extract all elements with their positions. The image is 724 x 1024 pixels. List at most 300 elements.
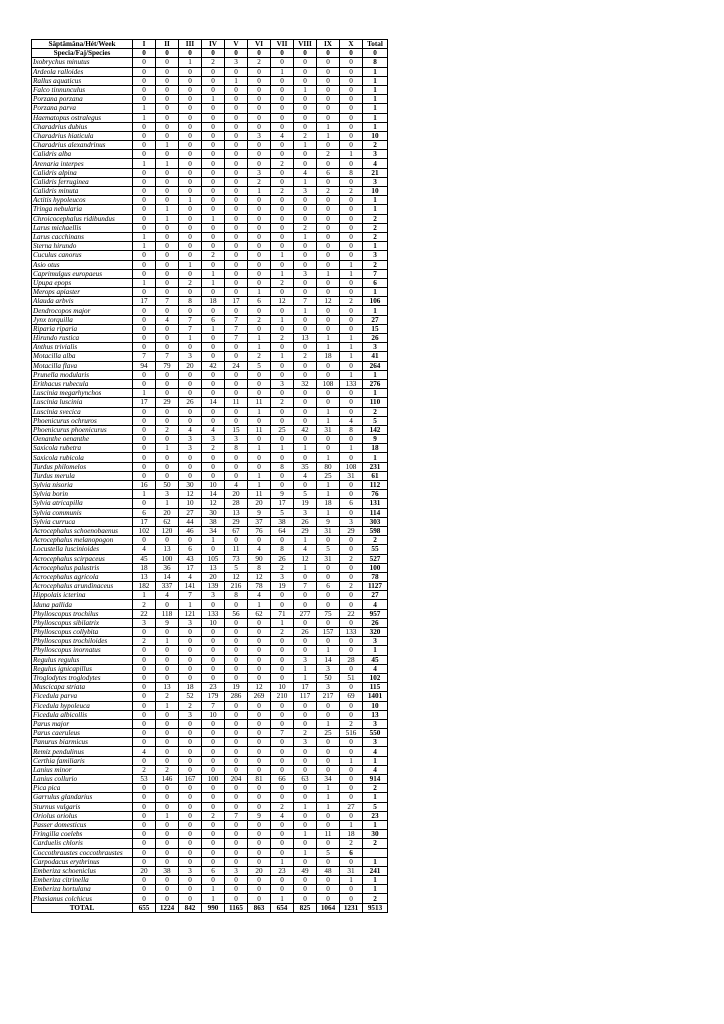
row-total: 1 bbox=[363, 820, 388, 829]
week-count: 0 bbox=[156, 628, 179, 637]
week-count: 182 bbox=[133, 582, 156, 591]
week-count: 0 bbox=[179, 67, 202, 76]
week-count: 0 bbox=[271, 58, 294, 67]
week-count: 3 bbox=[179, 866, 202, 875]
row-total: 142 bbox=[363, 425, 388, 434]
week-count: 1 bbox=[248, 481, 271, 490]
week-count: 0 bbox=[202, 113, 225, 122]
week-count: 78 bbox=[248, 582, 271, 591]
week-count: 0 bbox=[317, 370, 340, 379]
week-count: 7 bbox=[179, 315, 202, 324]
week-count: 2 bbox=[179, 278, 202, 287]
species-name: Muscicapa striata bbox=[32, 683, 133, 692]
week-count: 2 bbox=[248, 58, 271, 67]
week-count: 0 bbox=[156, 719, 179, 728]
week-count: 1 bbox=[294, 141, 317, 150]
week-count: 0 bbox=[133, 655, 156, 664]
week-count: 38 bbox=[271, 517, 294, 526]
species-name: Charadrius dubius bbox=[32, 122, 133, 131]
week-count: 0 bbox=[133, 177, 156, 186]
week-count: 3 bbox=[202, 435, 225, 444]
week-count: 1 bbox=[340, 269, 363, 278]
week-count: 0 bbox=[156, 196, 179, 205]
table-row bbox=[32, 232, 388, 241]
row-total: 131 bbox=[363, 499, 388, 508]
week-count: 44 bbox=[179, 517, 202, 526]
week-count: 0 bbox=[202, 205, 225, 214]
week-count: 0 bbox=[179, 379, 202, 388]
week-count: 0 bbox=[179, 76, 202, 85]
week-count: 0 bbox=[248, 618, 271, 627]
table-row bbox=[32, 288, 388, 297]
row-total: 45 bbox=[363, 655, 388, 664]
week-count: 0 bbox=[271, 168, 294, 177]
species-name: Porzana porzana bbox=[32, 95, 133, 104]
week-count: 0 bbox=[271, 104, 294, 113]
week-count: 2 bbox=[271, 334, 294, 343]
week-count: 27 bbox=[340, 802, 363, 811]
species-name: Calidris ferruginea bbox=[32, 177, 133, 186]
week-count: 0 bbox=[294, 214, 317, 223]
week-count: 0 bbox=[248, 49, 271, 58]
week-count: 0 bbox=[271, 141, 294, 150]
week-count: 3 bbox=[294, 738, 317, 747]
week-count: 0 bbox=[156, 379, 179, 388]
week-count: 1 bbox=[340, 444, 363, 453]
week-count: 0 bbox=[271, 673, 294, 682]
table-row bbox=[32, 260, 388, 269]
week-count: 0 bbox=[317, 196, 340, 205]
week-count: 10 bbox=[271, 683, 294, 692]
table-row bbox=[32, 526, 388, 535]
week-count: 0 bbox=[271, 416, 294, 425]
table-row bbox=[32, 673, 388, 682]
week-count: 0 bbox=[271, 756, 294, 765]
row-total: 1 bbox=[363, 113, 388, 122]
week-count: 0 bbox=[202, 370, 225, 379]
week-count: 36 bbox=[156, 563, 179, 572]
week-count: 10 bbox=[202, 710, 225, 719]
week-count: 0 bbox=[340, 784, 363, 793]
table-row bbox=[32, 131, 388, 140]
week-count: 19 bbox=[271, 582, 294, 591]
week-count: 0 bbox=[133, 76, 156, 85]
week-count: 0 bbox=[179, 729, 202, 738]
week-count: 2 bbox=[133, 765, 156, 774]
week-count: 64 bbox=[271, 526, 294, 535]
week-count: 2 bbox=[340, 187, 363, 196]
week-count: 146 bbox=[156, 775, 179, 784]
week-count: 1 bbox=[294, 563, 317, 572]
week-count: 0 bbox=[156, 416, 179, 425]
row-total: 55 bbox=[363, 545, 388, 554]
week-count: 0 bbox=[317, 811, 340, 820]
species-name: Oenanthe oenanthe bbox=[32, 435, 133, 444]
week-count: 0 bbox=[271, 876, 294, 885]
week-count: 0 bbox=[317, 885, 340, 894]
week-count: 4 bbox=[156, 591, 179, 600]
week-count: 2 bbox=[156, 692, 179, 701]
species-name: Ixobrychus minutus bbox=[32, 58, 133, 67]
table-row bbox=[32, 370, 388, 379]
week-count: 9 bbox=[248, 508, 271, 517]
week-count: 2 bbox=[248, 352, 271, 361]
week-count: 0 bbox=[179, 150, 202, 159]
table-row bbox=[32, 444, 388, 453]
week-count: 13 bbox=[156, 545, 179, 554]
week-count: 1 bbox=[317, 508, 340, 517]
week-count: 0 bbox=[317, 67, 340, 76]
week-count: 1 bbox=[133, 104, 156, 113]
week-count: 4 bbox=[294, 168, 317, 177]
week-count: 9 bbox=[156, 618, 179, 627]
week-count: 0 bbox=[202, 306, 225, 315]
species-name: Certhia familiaris bbox=[32, 756, 133, 765]
week-count: 0 bbox=[271, 113, 294, 122]
week-count: 0 bbox=[225, 453, 248, 462]
week-count: 0 bbox=[202, 288, 225, 297]
week-count: 0 bbox=[340, 664, 363, 673]
week-count: 0 bbox=[317, 223, 340, 232]
table-row bbox=[32, 407, 388, 416]
week-count: 3 bbox=[340, 517, 363, 526]
week-count: 35 bbox=[294, 462, 317, 471]
week-count: 0 bbox=[225, 802, 248, 811]
row-total: 914 bbox=[363, 775, 388, 784]
row-total: 23 bbox=[363, 811, 388, 820]
row-total: 110 bbox=[363, 398, 388, 407]
week-count: 3 bbox=[317, 683, 340, 692]
week-count: 0 bbox=[225, 793, 248, 802]
week-count: 0 bbox=[225, 379, 248, 388]
week-count: 14 bbox=[156, 572, 179, 581]
week-count: 0 bbox=[271, 646, 294, 655]
week-count: 0 bbox=[156, 113, 179, 122]
week-count: 0 bbox=[179, 370, 202, 379]
table-row bbox=[32, 637, 388, 646]
row-total: 2 bbox=[363, 784, 388, 793]
week-count: 133 bbox=[340, 379, 363, 388]
week-count: 1 bbox=[294, 444, 317, 453]
table-row bbox=[32, 646, 388, 655]
week-count: 0 bbox=[202, 462, 225, 471]
week-count: 0 bbox=[133, 187, 156, 196]
week-count: 34 bbox=[202, 526, 225, 535]
week-count: 30 bbox=[179, 481, 202, 490]
row-total: 3 bbox=[363, 177, 388, 186]
week-count: 0 bbox=[179, 857, 202, 866]
week-count: 1 bbox=[271, 618, 294, 627]
week-count: 0 bbox=[340, 242, 363, 251]
week-count: 0 bbox=[317, 306, 340, 315]
species-name: Lanius collurio bbox=[32, 775, 133, 784]
week-count: 0 bbox=[179, 747, 202, 756]
week-count: 3 bbox=[179, 435, 202, 444]
week-count: 0 bbox=[133, 343, 156, 352]
week-count: 3 bbox=[156, 490, 179, 499]
week-count: 0 bbox=[340, 894, 363, 903]
week-count: 0 bbox=[156, 407, 179, 416]
row-total: 106 bbox=[363, 297, 388, 306]
week-count: 0 bbox=[133, 334, 156, 343]
week-count: 0 bbox=[156, 830, 179, 839]
week-count: 0 bbox=[179, 104, 202, 113]
week-count: 0 bbox=[179, 343, 202, 352]
week-count: 17 bbox=[294, 683, 317, 692]
week-count: 0 bbox=[271, 793, 294, 802]
week-count: 2 bbox=[248, 177, 271, 186]
week-count: 139 bbox=[202, 582, 225, 591]
species-name: Upupa epops bbox=[32, 278, 133, 287]
week-count: 3 bbox=[271, 379, 294, 388]
week-count: 2 bbox=[271, 159, 294, 168]
week-count: 0 bbox=[340, 223, 363, 232]
week-count: 0 bbox=[317, 104, 340, 113]
week-count: 0 bbox=[340, 508, 363, 517]
week-count: 0 bbox=[271, 288, 294, 297]
week-count: 0 bbox=[179, 471, 202, 480]
week-count: 15 bbox=[225, 425, 248, 434]
week-count: 0 bbox=[225, 131, 248, 140]
row-total: 13 bbox=[363, 710, 388, 719]
week-count: 0 bbox=[133, 251, 156, 260]
week-count: 1 bbox=[156, 159, 179, 168]
week-count: 0 bbox=[248, 196, 271, 205]
week-count: 0 bbox=[294, 159, 317, 168]
row-total: 1 bbox=[363, 885, 388, 894]
week-count: 0 bbox=[202, 232, 225, 241]
week-count: 0 bbox=[179, 738, 202, 747]
week-count: 69 bbox=[340, 692, 363, 701]
week-count: 3 bbox=[179, 710, 202, 719]
week-count: 0 bbox=[179, 168, 202, 177]
week-count: 11 bbox=[248, 490, 271, 499]
week-count: 0 bbox=[133, 214, 156, 223]
week-count: 0 bbox=[133, 683, 156, 692]
row-total: 100 bbox=[363, 563, 388, 572]
row-total: 241 bbox=[363, 866, 388, 875]
row-total: 26 bbox=[363, 334, 388, 343]
row-total: 1 bbox=[363, 76, 388, 85]
week-count: 17 bbox=[225, 297, 248, 306]
species-name: Larus cacchinans bbox=[32, 232, 133, 241]
species-name: Ficedula hypoleuca bbox=[32, 701, 133, 710]
week-count: 0 bbox=[340, 205, 363, 214]
week-count: 1 bbox=[294, 85, 317, 94]
table-row bbox=[32, 159, 388, 168]
week-count: 6 bbox=[340, 499, 363, 508]
week-count: 0 bbox=[294, 876, 317, 885]
week-count: 1 bbox=[294, 673, 317, 682]
week-count: 0 bbox=[225, 306, 248, 315]
week-count: 0 bbox=[156, 260, 179, 269]
week-count: 0 bbox=[156, 232, 179, 241]
week-count: 0 bbox=[340, 481, 363, 490]
week-count: 0 bbox=[133, 49, 156, 58]
week-count: 0 bbox=[340, 591, 363, 600]
week-count: 0 bbox=[156, 85, 179, 94]
week-count: 0 bbox=[248, 95, 271, 104]
species-name: Phylloscopus trochilus bbox=[32, 609, 133, 618]
week-count: 10 bbox=[202, 618, 225, 627]
week-count: 0 bbox=[225, 765, 248, 774]
week-count: 1 bbox=[317, 122, 340, 131]
table-row bbox=[32, 58, 388, 67]
week-count: 0 bbox=[248, 701, 271, 710]
week-count: 4 bbox=[271, 131, 294, 140]
week-count: 0 bbox=[248, 802, 271, 811]
header-week-9: IX bbox=[317, 40, 340, 49]
week-count: 0 bbox=[317, 361, 340, 370]
week-count: 0 bbox=[156, 288, 179, 297]
species-name: Ficedula parva bbox=[32, 692, 133, 701]
week-count: 8 bbox=[225, 591, 248, 600]
week-count: 17 bbox=[271, 499, 294, 508]
week-count: 0 bbox=[133, 756, 156, 765]
week-count: 2 bbox=[271, 398, 294, 407]
week-count: 0 bbox=[340, 49, 363, 58]
week-count: 0 bbox=[179, 131, 202, 140]
week-count: 0 bbox=[202, 848, 225, 857]
week-count: 7 bbox=[179, 591, 202, 600]
week-count: 0 bbox=[156, 278, 179, 287]
week-count: 0 bbox=[156, 471, 179, 480]
week-count: 6 bbox=[317, 168, 340, 177]
week-count: 0 bbox=[294, 113, 317, 122]
table-row bbox=[32, 416, 388, 425]
week-count: 1 bbox=[317, 793, 340, 802]
week-count: 6 bbox=[317, 582, 340, 591]
week-count: 11 bbox=[248, 398, 271, 407]
week-count: 1 bbox=[271, 857, 294, 866]
week-count: 0 bbox=[225, 462, 248, 471]
week-count: 0 bbox=[317, 398, 340, 407]
week-count: 1064 bbox=[317, 903, 340, 912]
row-total: 2 bbox=[363, 260, 388, 269]
week-count: 0 bbox=[248, 747, 271, 756]
week-count: 56 bbox=[225, 609, 248, 618]
week-count: 0 bbox=[271, 471, 294, 480]
week-count: 0 bbox=[248, 306, 271, 315]
table-row bbox=[32, 85, 388, 94]
week-count: 0 bbox=[225, 205, 248, 214]
week-count: 0 bbox=[317, 747, 340, 756]
week-count: 17 bbox=[179, 563, 202, 572]
week-count: 9 bbox=[271, 490, 294, 499]
week-count: 1 bbox=[340, 370, 363, 379]
week-count: 13 bbox=[156, 683, 179, 692]
week-count: 0 bbox=[248, 637, 271, 646]
week-count: 0 bbox=[179, 894, 202, 903]
week-count: 0 bbox=[133, 664, 156, 673]
week-count: 0 bbox=[225, 49, 248, 58]
week-count: 29 bbox=[156, 398, 179, 407]
week-count: 7 bbox=[156, 297, 179, 306]
species-name: Cuculus canorus bbox=[32, 251, 133, 260]
week-count: 2 bbox=[340, 839, 363, 848]
week-count: 105 bbox=[202, 554, 225, 563]
table-row bbox=[32, 563, 388, 572]
week-count: 29 bbox=[294, 526, 317, 535]
week-count: 0 bbox=[317, 278, 340, 287]
week-count: 0 bbox=[340, 793, 363, 802]
week-count: 0 bbox=[156, 150, 179, 159]
week-count: 1 bbox=[317, 802, 340, 811]
week-count: 12 bbox=[248, 683, 271, 692]
week-count: 0 bbox=[271, 389, 294, 398]
week-count: 1 bbox=[340, 343, 363, 352]
species-name: Turdus merula bbox=[32, 471, 133, 480]
week-count: 80 bbox=[317, 462, 340, 471]
week-count: 0 bbox=[225, 260, 248, 269]
week-count: 0 bbox=[225, 839, 248, 848]
week-count: 0 bbox=[340, 857, 363, 866]
week-count: 0 bbox=[294, 416, 317, 425]
week-count: 0 bbox=[225, 85, 248, 94]
week-count: 0 bbox=[271, 205, 294, 214]
week-count: 0 bbox=[248, 876, 271, 885]
week-count: 1 bbox=[271, 444, 294, 453]
row-total: 1 bbox=[363, 67, 388, 76]
week-count: 0 bbox=[271, 591, 294, 600]
table-row bbox=[32, 379, 388, 388]
table-row bbox=[32, 471, 388, 480]
week-count: 0 bbox=[202, 389, 225, 398]
table-row bbox=[32, 572, 388, 581]
week-count: 0 bbox=[225, 536, 248, 545]
week-count: 120 bbox=[156, 526, 179, 535]
week-count: 0 bbox=[225, 655, 248, 664]
week-count: 0 bbox=[271, 848, 294, 857]
week-count: 0 bbox=[340, 811, 363, 820]
table-row bbox=[32, 628, 388, 637]
row-total: 2 bbox=[363, 407, 388, 416]
week-count: 0 bbox=[133, 729, 156, 738]
week-count: 1 bbox=[317, 131, 340, 140]
week-count: 49 bbox=[294, 866, 317, 875]
week-count: 0 bbox=[317, 315, 340, 324]
table-row bbox=[32, 729, 388, 738]
table-row bbox=[32, 113, 388, 122]
week-count: 0 bbox=[294, 572, 317, 581]
week-count: 0 bbox=[133, 857, 156, 866]
week-count: 7 bbox=[225, 315, 248, 324]
week-count: 0 bbox=[225, 343, 248, 352]
total-row bbox=[32, 903, 388, 912]
week-count: 0 bbox=[225, 278, 248, 287]
species-name: Prunella modularis bbox=[32, 370, 133, 379]
header-total: Total bbox=[363, 40, 388, 49]
week-count: 0 bbox=[294, 894, 317, 903]
week-count: 0 bbox=[248, 67, 271, 76]
week-count: 0 bbox=[156, 536, 179, 545]
week-count: 0 bbox=[294, 701, 317, 710]
week-count: 0 bbox=[248, 857, 271, 866]
week-count: 0 bbox=[156, 306, 179, 315]
week-count: 42 bbox=[294, 425, 317, 434]
week-count: 0 bbox=[340, 232, 363, 241]
week-count: 0 bbox=[340, 453, 363, 462]
week-count: 0 bbox=[271, 232, 294, 241]
table-row bbox=[32, 453, 388, 462]
week-count: 8 bbox=[225, 444, 248, 453]
week-count: 0 bbox=[179, 830, 202, 839]
species-name: Calidris minuta bbox=[32, 187, 133, 196]
week-count: 4 bbox=[156, 315, 179, 324]
week-count: 2 bbox=[317, 150, 340, 159]
species-name: Coccothraustes coccothraustes bbox=[32, 848, 133, 857]
week-count: 0 bbox=[179, 848, 202, 857]
